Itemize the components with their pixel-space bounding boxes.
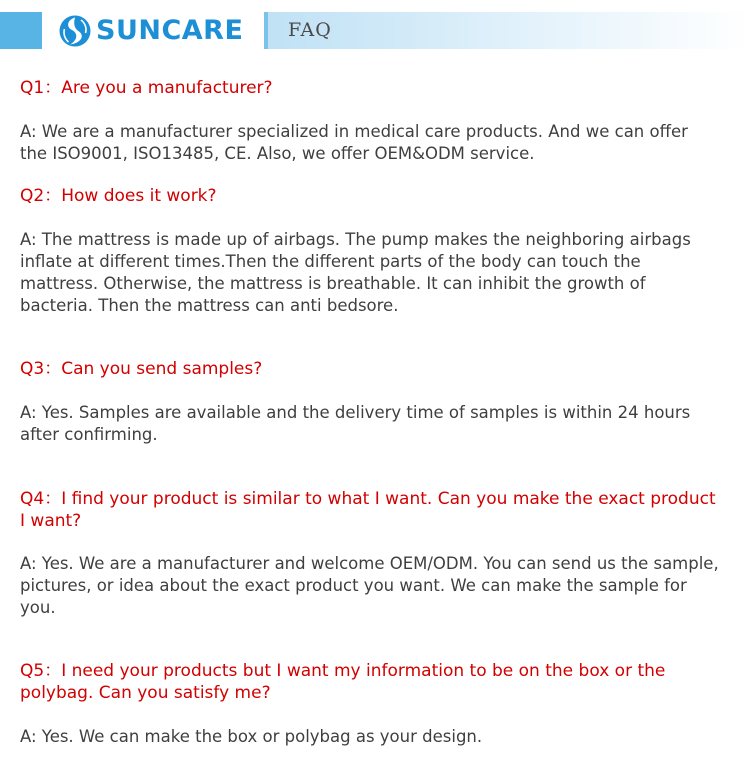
- header-accent-bar: [0, 12, 42, 49]
- faq-question-3: Q3：Can you send samples?: [20, 359, 263, 379]
- faq-answer-4: A: Yes. We are a manufacturer and welcome OEM/ODM. You can send us the sample, pictures, or idea about the exact product you want. We can make the sample for you.: [20, 554, 719, 617]
- faq-question-1: Q1：Are you a manufacturer?: [20, 78, 273, 98]
- faq-question-2: Q2：How does it work?: [20, 186, 217, 206]
- section-title: FAQ: [288, 19, 332, 41]
- brand-name: SUNCARE: [96, 15, 244, 46]
- section-title-tab: [264, 12, 750, 49]
- page-header: [0, 12, 750, 49]
- faq-question-5: Q5：I need your products but I want my information to be on the box or the polybag. Can you satisfy me?: [20, 661, 666, 703]
- faq-answer-3: A: Yes. Samples are available and the delivery time of samples is within 24 hours after confirming.: [20, 403, 691, 444]
- faq-answer-1: A: We are a manufacturer specialized in medical care products. And we can offer the ISO9001, ISO13485, CE. Also, we offer OEM&ODM service.: [20, 122, 688, 163]
- faq-answer-2: A: The mattress is made up of airbags. The pump makes the neighboring airbags inflate at different times.Then the different parts of the body can touch the mattress. Otherwise, the mattress is breathable. It can inhibit the growth of bacteria. Then the mattress can anti bedsore.: [20, 230, 691, 315]
- faq-answer-5: A: Yes. We can make the box or polybag as your design.: [20, 727, 483, 746]
- suncare-swirl-logo-icon: [58, 14, 92, 48]
- brand-logo: [58, 12, 243, 49]
- faq-question-4: Q4：I find your product is similar to what I want. Can you make the exact product I want?: [20, 489, 716, 531]
- section-tab-edge: [264, 12, 268, 49]
